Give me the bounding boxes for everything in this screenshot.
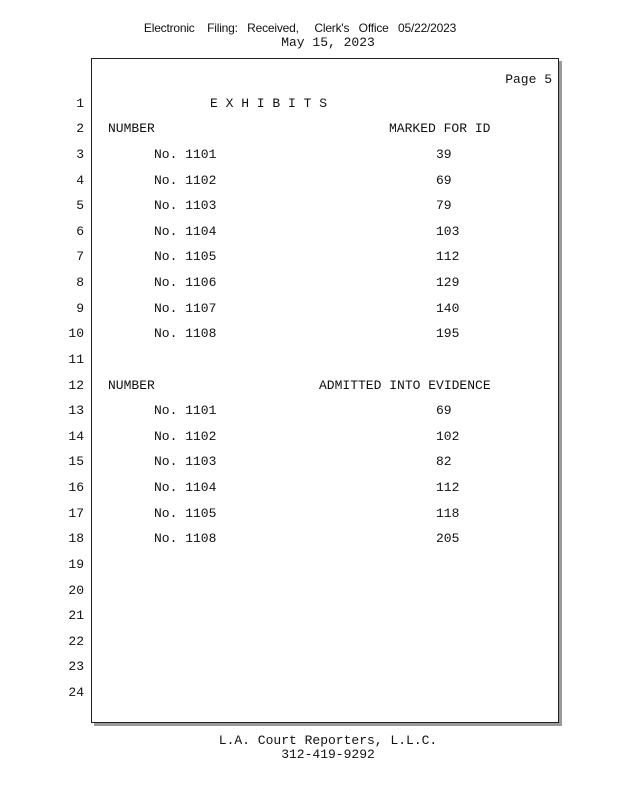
admitted-column-header: ADMITTED INTO EVIDENCE (319, 378, 491, 393)
exhibit-page: 112 (436, 480, 460, 495)
exhibit-number: No. 1104 (154, 480, 217, 495)
admitted-number-header: NUMBER (108, 378, 155, 393)
exhibit-page: 112 (436, 249, 460, 264)
exhibit-page: 140 (436, 301, 460, 316)
exhibit-number: No. 1103 (154, 198, 217, 213)
line-number: 24 (68, 685, 84, 700)
line-number: 22 (68, 634, 84, 649)
line-number: 15 (68, 454, 84, 469)
exhibit-number: No. 1103 (154, 454, 217, 469)
line-number: 4 (76, 173, 84, 188)
line-number: 12 (68, 378, 84, 393)
line-number: 1 (76, 96, 84, 111)
exhibits-title: E X H I B I T S (210, 96, 328, 111)
exhibit-number: No. 1102 (154, 429, 217, 444)
exhibit-page: 195 (436, 326, 460, 341)
exhibit-number: No. 1101 (154, 147, 217, 162)
transcript-date: May 15, 2023 (281, 35, 375, 50)
line-number: 13 (68, 403, 84, 418)
exhibit-number: No. 1104 (154, 224, 217, 239)
line-number: 5 (76, 198, 84, 213)
line-number: 6 (76, 224, 84, 239)
line-number: 23 (68, 659, 84, 674)
line-number: 10 (68, 326, 84, 341)
exhibit-page: 103 (436, 224, 460, 239)
reporter-phone: 312-419-9292 (281, 747, 375, 762)
exhibit-page: 205 (436, 531, 460, 546)
exhibit-page: 129 (436, 275, 460, 290)
exhibit-number: No. 1105 (154, 506, 217, 521)
line-number: 18 (68, 531, 84, 546)
exhibit-page: 102 (436, 429, 460, 444)
line-number: 14 (68, 429, 84, 444)
line-number: 7 (76, 249, 84, 264)
line-number: 2 (76, 121, 84, 136)
line-number: 16 (68, 480, 84, 495)
exhibit-number: No. 1102 (154, 173, 217, 188)
line-number: 21 (68, 608, 84, 623)
exhibit-number: No. 1106 (154, 275, 217, 290)
page-number: Page 5 (505, 72, 552, 87)
exhibit-page: 118 (436, 506, 460, 521)
line-number: 8 (76, 275, 84, 290)
line-number: 19 (68, 557, 84, 572)
line-number: 20 (68, 583, 84, 598)
exhibit-page: 82 (436, 454, 452, 469)
exhibit-page: 39 (436, 147, 452, 162)
reporter-company: L.A. Court Reporters, L.L.C. (218, 733, 438, 748)
exhibit-number: No. 1108 (154, 326, 217, 341)
exhibit-page: 79 (436, 198, 452, 213)
marked-number-header: NUMBER (108, 121, 155, 136)
line-number: 3 (76, 147, 84, 162)
exhibit-page: 69 (436, 173, 452, 188)
line-number: 17 (68, 506, 84, 521)
exhibit-number: No. 1108 (154, 531, 217, 546)
line-number: 9 (76, 301, 84, 316)
filing-stamp: Electronic Filing: Received, Clerk's Office 05/22/2023 (143, 21, 457, 35)
marked-column-header: MARKED FOR ID (389, 121, 491, 136)
exhibit-number: No. 1107 (154, 301, 217, 316)
line-number: 11 (68, 352, 84, 367)
exhibit-page: 69 (436, 403, 452, 418)
transcript-page (91, 58, 559, 723)
exhibit-number: No. 1101 (154, 403, 217, 418)
exhibit-number: No. 1105 (154, 249, 217, 264)
